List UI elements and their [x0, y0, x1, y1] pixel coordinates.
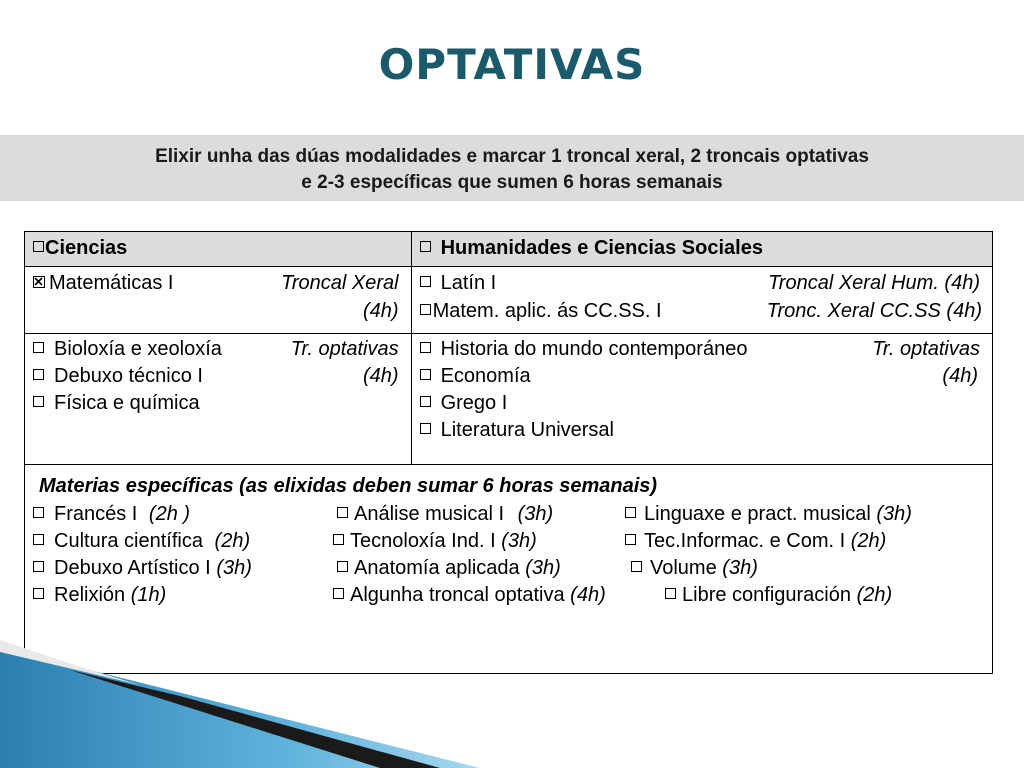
checkbox-icon[interactable] — [420, 396, 431, 407]
optativa-name: Literatura Universal — [440, 419, 615, 441]
list-item[interactable] — [420, 300, 662, 323]
page-title: OPTATIVAS — [378, 40, 646, 89]
list-item[interactable] — [337, 503, 553, 526]
subject-name: Linguaxe e pract. musical — [644, 503, 871, 525]
list-item[interactable] — [33, 503, 190, 526]
subject-name: Tec.Informac. e Com. I — [644, 530, 846, 552]
subject-hours: (3h) — [876, 503, 912, 525]
list-item[interactable] — [420, 272, 497, 295]
checkbox-icon[interactable] — [420, 304, 431, 315]
checkbox-icon[interactable] — [420, 276, 431, 287]
especificas-heading: Materias específicas (as elixidas deben sumar 6 horas semanais) — [39, 475, 658, 497]
troncal-subject: Matemáticas I — [49, 272, 174, 294]
troncal-label: Troncal Xeral — [281, 272, 399, 294]
subject-name: Francés I — [54, 503, 138, 525]
modality-header-row — [25, 232, 993, 267]
troncal-subject: Latín I — [440, 272, 497, 294]
checkbox-icon[interactable] — [420, 342, 431, 353]
humanidades-header-cell[interactable] — [411, 232, 992, 267]
optativa-name: Debuxo técnico I — [54, 365, 203, 387]
options-table — [24, 231, 993, 674]
subject-hours: (2h) — [856, 584, 893, 606]
instructions-line-1: Elixir unha das dúas modalidades e marcar 1 troncal xeral, 2 troncais optativas — [155, 146, 869, 167]
checkbox-icon[interactable] — [625, 534, 636, 545]
checkbox-icon[interactable] — [33, 561, 44, 572]
checkbox-icon[interactable] — [420, 369, 431, 380]
troncal-xeral-row — [25, 267, 993, 334]
optativas-label: Tr. optativas — [290, 338, 399, 360]
subject-name: Relixión — [54, 584, 126, 606]
list-item[interactable] — [333, 530, 537, 553]
ciencias-label: Ciencias — [45, 237, 128, 259]
list-item[interactable] — [420, 419, 614, 442]
checkbox-icon[interactable] — [33, 534, 44, 545]
checkbox-icon[interactable] — [631, 561, 642, 572]
subject-name: Volume — [650, 557, 717, 579]
checkbox-icon[interactable] — [337, 561, 348, 572]
checkbox-icon[interactable] — [337, 507, 348, 518]
optativas-hours: (4h) — [363, 365, 399, 387]
ciencias-optativas-cell — [25, 334, 412, 465]
subject-hours: (3h) — [216, 557, 252, 579]
troncal-subject: Matem. aplic. ás CC.SS. I — [432, 300, 662, 322]
checkbox-icon[interactable] — [333, 534, 344, 545]
list-item[interactable] — [665, 584, 892, 607]
checkbox-icon[interactable] — [33, 588, 44, 599]
checkbox-icon[interactable] — [333, 588, 344, 599]
subject-name: Análise musical I — [354, 503, 505, 525]
optativa-name: Historia do mundo contemporáneo — [440, 338, 748, 360]
checkbox-icon[interactable] — [33, 507, 44, 518]
troncal-label: Tronc. Xeral CC.SS (4h) — [766, 300, 982, 322]
ciencias-troncal-cell — [25, 267, 412, 334]
optativa-name: Bioloxía e xeoloxía — [54, 338, 222, 360]
optativa-name: Economía — [440, 365, 531, 387]
ciencias-header-cell[interactable] — [25, 232, 412, 267]
list-item[interactable] — [631, 557, 758, 580]
list-item[interactable] — [33, 272, 173, 295]
list-item[interactable] — [333, 584, 606, 607]
optativas-hours: (4h) — [942, 365, 978, 387]
humanidades-optativas-cell — [411, 334, 992, 465]
decorative-swoosh — [0, 640, 1024, 768]
optativas-label: Tr. optativas — [872, 338, 980, 360]
subject-name: Tecnoloxía Ind. I — [350, 530, 496, 552]
list-item[interactable] — [337, 557, 561, 580]
subject-hours: (3h) — [722, 557, 758, 579]
humanidades-checkbox[interactable] — [420, 241, 431, 252]
subject-hours: (3h) — [501, 530, 537, 552]
list-item[interactable] — [420, 392, 508, 415]
subject-hours: (1h) — [130, 584, 167, 606]
subject-hours: (2h) — [850, 530, 887, 552]
checkbox-icon[interactable] — [33, 369, 44, 380]
subject-hours: (3h) — [525, 557, 561, 579]
list-item[interactable] — [33, 365, 203, 388]
humanidades-troncal-cell — [411, 267, 992, 334]
list-item[interactable] — [420, 365, 531, 388]
optativa-name: Grego I — [440, 392, 508, 414]
list-item[interactable] — [625, 503, 912, 526]
subject-hours: (3h) — [517, 503, 554, 525]
subject-name: Anatomía aplicada — [354, 557, 520, 579]
list-item[interactable] — [33, 557, 252, 580]
checkbox-icon[interactable] — [33, 342, 44, 353]
list-item[interactable] — [33, 584, 166, 607]
checkbox-icon[interactable] — [665, 588, 676, 599]
list-item[interactable] — [625, 530, 886, 553]
checkbox-icon[interactable] — [625, 507, 636, 518]
list-item[interactable] — [420, 338, 748, 361]
checked-checkbox-icon[interactable] — [33, 276, 45, 288]
humanidades-label: Humanidades e Ciencias Sociales — [440, 237, 763, 259]
subject-name: Cultura científica — [54, 530, 203, 552]
checkbox-icon[interactable] — [420, 423, 431, 434]
checkbox-icon[interactable] — [33, 396, 44, 407]
list-item[interactable] — [33, 338, 222, 361]
optativa-name: Física e química — [54, 392, 200, 414]
troncal-hours: (4h) — [363, 300, 399, 322]
subject-hours: (2h ) — [148, 503, 191, 525]
troncal-label: Troncal Xeral Hum. (4h) — [768, 272, 980, 294]
list-item[interactable] — [33, 392, 200, 415]
troncal-optativas-row — [25, 334, 993, 465]
subject-hours: (2h) — [214, 530, 251, 552]
list-item[interactable] — [33, 530, 250, 553]
subject-hours: (4h) — [570, 584, 606, 606]
instructions-banner — [0, 135, 1024, 201]
ciencias-checkbox[interactable] — [33, 241, 44, 252]
instructions-line-2: e 2-3 específicas que sumen 6 horas semanais — [301, 172, 723, 193]
subject-name: Algunha troncal optativa — [350, 584, 565, 606]
subject-name: Libre configuración — [682, 584, 851, 606]
subject-name: Debuxo Artístico I — [54, 557, 211, 579]
